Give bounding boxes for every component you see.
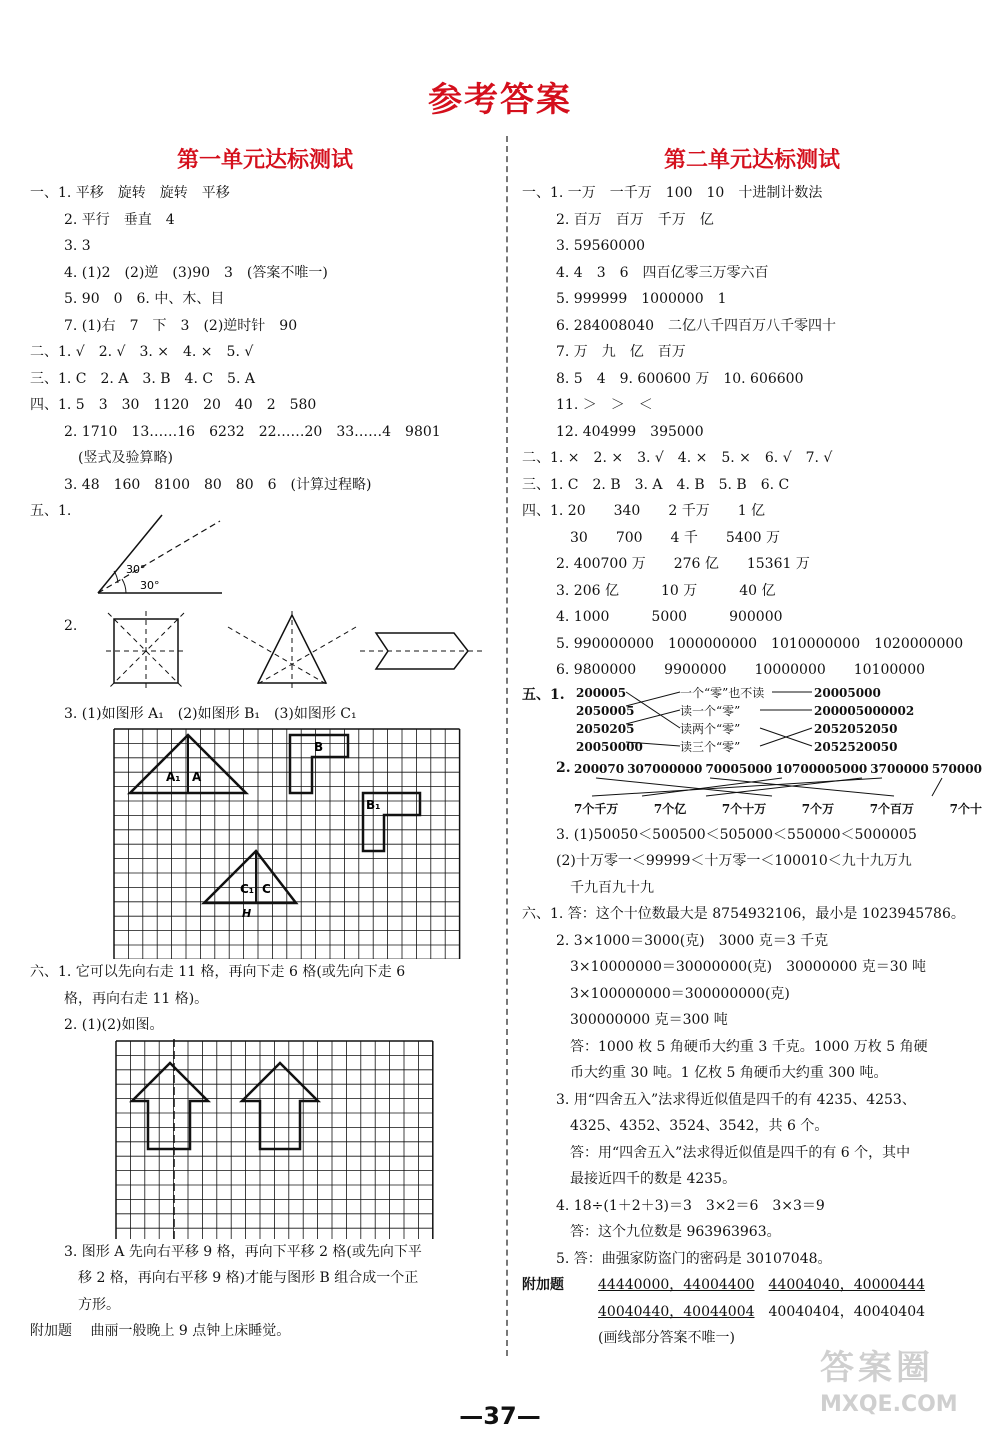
answer-line: 3. (1)50050＜500500＜505000＜550000＜5000005 <box>556 826 917 843</box>
answer-line: 格，再向右走 11 格)。 <box>64 990 209 1007</box>
match-left-item: 200005 <box>576 685 627 700</box>
answer-line: 一、1. 平移 旋转 旋转 平移 <box>30 185 230 201</box>
answer-line: 3. 用“四舍五入”法求得近似值是四千的有 4235、4253、 <box>556 1091 916 1108</box>
answer-line: 3×10000000＝30000000(克) 30000000 克＝30 吨 <box>570 959 927 975</box>
match-left-item: 2050005 <box>576 703 635 718</box>
answer-line: 7. (1)右 7 下 3 (2)逆时针 90 <box>64 317 298 334</box>
shape-label: B <box>314 740 324 754</box>
answer-line: 一、1. 一万 一千万 100 10 十进制计数法 <box>522 185 823 201</box>
match-bottom-item: 7个万 <box>801 801 835 816</box>
match-top-item: 570000 <box>931 761 982 776</box>
match-top-item: 200070 <box>574 761 625 776</box>
match-right-item: 2052520050 <box>814 739 898 754</box>
answer-line: 3. (1)如图形 A₁ (2)如图形 B₁ (3)如图形 C₁ <box>64 705 357 722</box>
left-section-title: 第一单元达标测试 <box>176 147 353 173</box>
answer-line: 3×100000000＝300000000(克) <box>570 985 790 1002</box>
answer-line: (竖式及验算略) <box>78 450 173 466</box>
answer-line: 答：这个九位数是 963963963。 <box>570 1224 781 1240</box>
right-section-title: 第二单元达标测试 <box>663 147 840 173</box>
match-right-item: 2052052050 <box>814 721 898 736</box>
answer-line: 三、1. C 2. B 3. A 4. B 5. B 6. C <box>522 476 790 493</box>
translation-grid <box>30 727 500 959</box>
answer-line: 11. ＞ ＞ ＜ <box>556 397 653 413</box>
watermark-logo <box>820 1340 990 1430</box>
answer-line: 五、1. <box>30 503 72 519</box>
answer-line: 12. 404999 395000 <box>556 423 704 440</box>
shape-label: B₁ <box>366 798 381 812</box>
answer-line: 二、1. √ 2. √ 3. × 4. × 5. √ <box>30 344 254 360</box>
match-mid-item: 读一个“零” <box>680 703 741 718</box>
matching-figure-2 <box>522 759 982 822</box>
shape-label: C₁ <box>240 882 255 896</box>
match-bottom-item: 7个千万 <box>574 801 619 816</box>
answer-line: 4. 1000 5000 900000 <box>556 609 783 625</box>
match-left-item: 2050205 <box>576 721 635 736</box>
grid-figure-1 <box>30 727 500 959</box>
match-right-item: 200005000002 <box>814 703 915 718</box>
shape-label: C <box>262 882 271 896</box>
answer-line: 千九百九十九 <box>570 879 654 896</box>
answer-line: 币大约重 30 吨。1 亿枚 5 角硬币大约重 300 吨。 <box>570 1065 888 1081</box>
shape-label: A₁ <box>166 770 181 784</box>
arrow-grid <box>30 1039 500 1239</box>
answer-line: 7. 万 九 亿 百万 <box>556 344 686 360</box>
watermark-url: MXQE.COM <box>820 1392 958 1417</box>
right-column <box>522 140 982 1352</box>
angle-label: 30° <box>126 562 146 576</box>
match-mid-item: 读两个“零” <box>680 721 741 736</box>
answer-line: 最接近四千的数是 4235。 <box>570 1171 737 1187</box>
answer-line: (2)十万零一＜99999＜十万零一＜100010＜九十九万九 <box>556 853 912 869</box>
question-label: 五、1. <box>522 686 565 703</box>
answer-line: 2. (1)(2)如图。 <box>64 1017 164 1033</box>
match-bottom-item: 7个亿 <box>653 801 687 816</box>
answer-line: 5. 90 0 6. 中、木、目 <box>64 291 225 307</box>
answer-line: 方形。 <box>78 1296 120 1313</box>
answer-line: 4. 4 3 6 四百亿零三万零六百 <box>556 264 769 281</box>
grid-figure-2 <box>30 1039 500 1239</box>
bonus-answer: 附加题 曲丽一般晚上 9 点钟上床睡觉。 <box>30 1323 291 1339</box>
answer-line: 移 2 格，再向右平移 9 格)才能与图形 B 组合成一个正 <box>78 1270 419 1286</box>
angle-figure <box>30 525 500 611</box>
bonus-answer: 40040440，40044004 <box>598 1303 755 1320</box>
bonus-row-1 <box>522 1272 982 1299</box>
answer-line: 六、1. 它可以先向右走 11 格，再向下走 6 格(或先向下走 6 <box>30 964 406 980</box>
answer-line: 3. 206 亿 10 万 40 亿 <box>556 582 776 599</box>
point-label: H <box>242 907 252 920</box>
answer-line: 4325、4352、3524、3542，共 6 个。 <box>570 1118 829 1134</box>
answer-line: 8. 5 4 9. 600600 万 10. 606600 <box>556 370 804 387</box>
match-top-item: 3700000 <box>870 761 929 776</box>
bonus-label: 附加题 <box>522 1277 564 1293</box>
match-mid-item: 读三个“零” <box>680 739 741 754</box>
page-number: —37— <box>459 1402 541 1430</box>
column-divider <box>506 136 508 1356</box>
match-right-item: 20005000 <box>814 685 881 700</box>
match-bottom-item: 7个百万 <box>869 801 915 816</box>
answer-line: 3. 3 <box>64 238 91 254</box>
answer-line: 5. 999999 1000000 1 <box>556 291 727 307</box>
answer-line: 2. 平行 垂直 4 <box>64 211 175 228</box>
match-top-item: 10700005000 <box>775 761 868 776</box>
answer-line: 四、1. 5 3 30 1120 20 40 2 580 <box>30 397 317 413</box>
symmetry-diagram <box>30 611 500 701</box>
match-mid-item: 一个“零”也不读 <box>680 685 765 700</box>
question-label: 2. <box>64 617 78 634</box>
match-bottom-item: 7个十 <box>949 801 982 816</box>
answer-line: 30 700 4 千 5400 万 <box>570 529 780 546</box>
answer-line: 6. 9800000 9900000 10000000 10100000 <box>556 662 926 678</box>
match-left-item: 20050000 <box>576 739 643 754</box>
angle-diagram <box>30 511 500 597</box>
answer-line: 4. (1)2 (2)逆 (3)90 3 (答案不唯一) <box>64 264 328 281</box>
angle-label: 30° <box>140 578 160 592</box>
answer-line: 3. 59560000 <box>556 238 646 254</box>
answer-line: 四、1. 20 340 2 千万 1 亿 <box>522 503 766 519</box>
answer-line: 2. 400700 万 276 亿 15361 万 <box>556 556 810 572</box>
bonus-row-2 <box>522 1299 982 1326</box>
matching-figure-1 <box>522 684 982 762</box>
answer-line: 答：1000 枚 5 角硬币大约重 3 千克。1000 万枚 5 角硬 <box>570 1038 928 1055</box>
left-column <box>30 140 500 1345</box>
answer-line: 2. 1710 13……16 6232 22……20 33……4 9801 <box>64 423 441 440</box>
answer-line: 答：用“四舍五入”法求得近似值是四千的有 6 个，其中 <box>570 1144 911 1161</box>
bonus-note: (画线部分答案不唯一) <box>598 1330 735 1346</box>
bonus-answer: 44004040，40000444 <box>768 1277 926 1293</box>
bonus-answer: 40040404，40040404 <box>768 1303 926 1320</box>
answer-line: 5. 答：曲强家防盗门的密码是 30107048。 <box>556 1250 832 1267</box>
answer-line: 三、1. C 2. A 3. B 4. C 5. A <box>30 370 255 387</box>
symmetry-figures <box>30 611 500 701</box>
answer-line: 2. 3×1000＝3000(克) 3000 克＝3 千克 <box>556 932 829 949</box>
answer-line: 300000000 克＝300 吨 <box>570 1012 728 1028</box>
answer-line: 5. 990000000 1000000000 1010000000 1020000000 <box>556 635 964 652</box>
match-top-item: 70005000 <box>705 761 773 776</box>
match-top-item: 307000000 <box>627 761 703 776</box>
answer-line: 二、1. × 2. × 3. √ 4. × 5. × 6. √ 7. √ <box>522 450 833 466</box>
answer-line: 3. 图形 A 先向右平移 9 格，再向下平移 2 格(或先向下平 <box>64 1243 422 1260</box>
answer-line: 6. 284008040 二亿八千四百万八千零四十 <box>556 317 836 334</box>
answer-line: 六、1. 答：这个十位数最大是 8754932106，最小是 1023945786。 <box>522 906 965 922</box>
shape-label: A <box>192 770 202 784</box>
bonus-answer: 44440000，44004400 <box>598 1277 755 1293</box>
answer-line: 4. 18÷(1＋2＋3)＝3 3×2＝6 3×3＝9 <box>556 1197 825 1214</box>
match-bottom-item: 7个十万 <box>721 801 767 816</box>
answer-line: 3. 48 160 8100 80 80 6 (计算过程略) <box>64 476 372 493</box>
question-label: 2. <box>556 759 571 776</box>
answer-line: 2. 百万 百万 千万 亿 <box>556 211 714 228</box>
watermark-text: 答案圈 <box>820 1348 934 1388</box>
page-title: 参考答案 <box>428 80 572 120</box>
